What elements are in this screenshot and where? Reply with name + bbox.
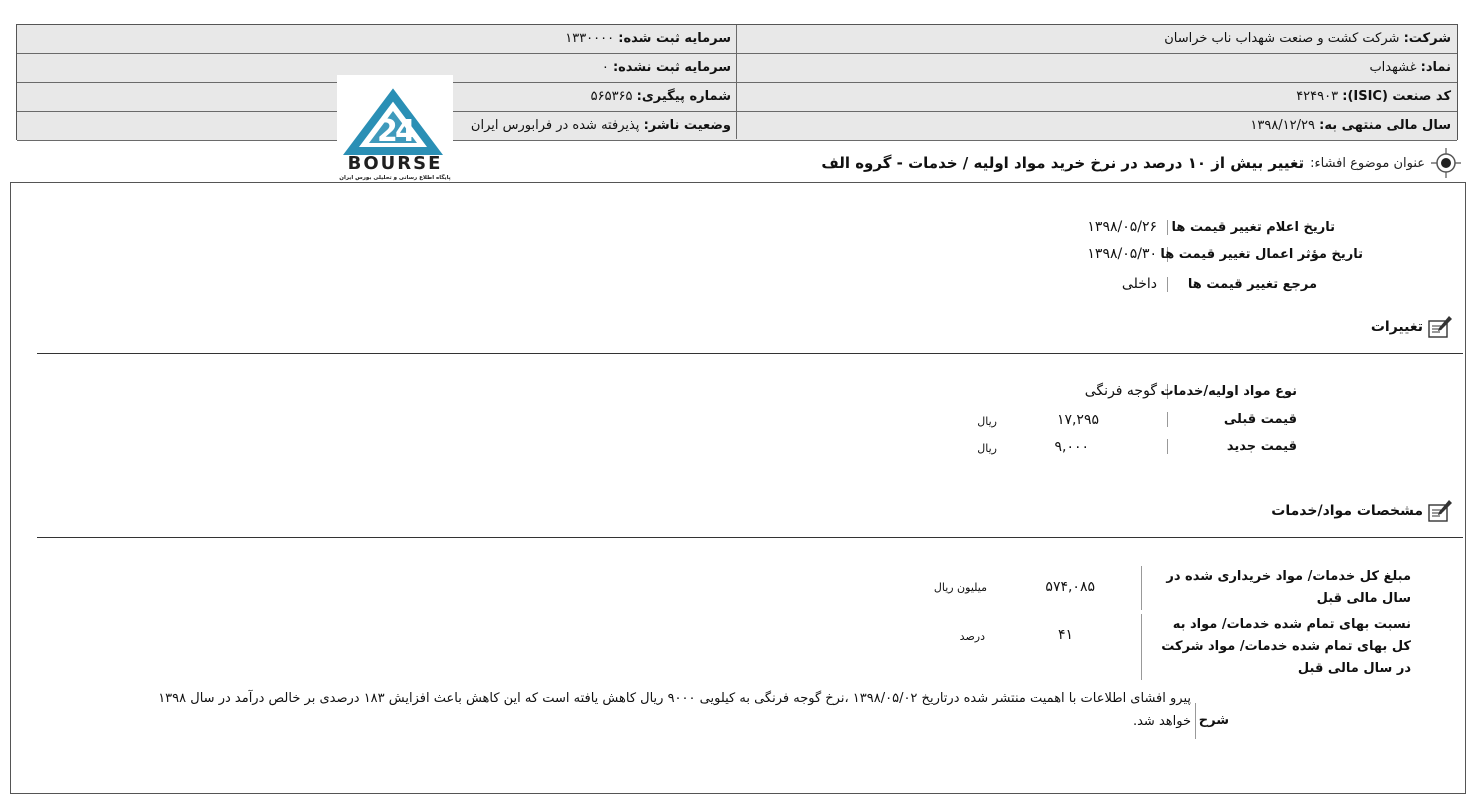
registered-capital-cell bbox=[565, 25, 731, 53]
isic-label: کد صنعت (ISIC): bbox=[1342, 89, 1451, 104]
total-amount-value: ۵۷۴,۰۸۵ bbox=[1045, 579, 1095, 595]
isic-value: ۴۲۴۹۰۳ bbox=[1296, 89, 1339, 104]
tracking-label: شماره پیگیری: bbox=[636, 89, 731, 104]
symbol-value: غشهداب bbox=[1369, 60, 1417, 75]
company-info-row bbox=[17, 112, 1457, 141]
new-price-row bbox=[1167, 439, 1297, 454]
logo-tagline: پایگاه اطلاع رسانی و تحلیلی بورس ایران bbox=[339, 175, 451, 181]
subject-label: عنوان موضوع افشاء: bbox=[1310, 155, 1425, 171]
registered-capital-value: ۱۳۳۰۰۰۰ bbox=[565, 31, 615, 46]
company-label: شرکت: bbox=[1403, 31, 1451, 46]
old-price-label: قیمت قبلی bbox=[1167, 412, 1297, 427]
specs-title: مشخصات مواد/خدمات bbox=[1271, 503, 1423, 519]
effective-date-row bbox=[1087, 246, 1363, 262]
company-info-row bbox=[17, 83, 1457, 112]
isic-cell bbox=[1296, 83, 1451, 111]
disclosure-subject bbox=[821, 148, 1461, 178]
effective-date-value: ۱۳۹۸/۰۵/۳۰ bbox=[1087, 246, 1157, 262]
company-info-row bbox=[17, 54, 1457, 83]
old-price-value: ۱۷,۲۹۵ bbox=[1056, 412, 1099, 428]
specs-section-title bbox=[1271, 499, 1453, 523]
reference-row bbox=[1122, 276, 1317, 292]
ratio-unit: درصد bbox=[959, 630, 985, 643]
bourse24-logo-graphic bbox=[337, 75, 453, 183]
unregistered-capital-value: ۰ bbox=[601, 60, 609, 75]
effective-date-label: تاریخ مؤثر اعمال تغییر قیمت ها bbox=[1160, 246, 1363, 262]
unregistered-capital-label: سرمایه ثبت نشده: bbox=[612, 60, 731, 75]
tracking-cell bbox=[591, 83, 731, 111]
publisher-status-label: وضعیت ناشر: bbox=[643, 118, 731, 133]
registered-capital-label: سرمایه ثبت شده: bbox=[618, 31, 731, 46]
reference-value: داخلی bbox=[1121, 276, 1157, 292]
description-label: شرح bbox=[1195, 703, 1229, 739]
target-bullet-icon bbox=[1431, 148, 1461, 178]
material-type-value: گوجه فرنگی bbox=[1084, 383, 1157, 399]
announce-date-value: ۱۳۹۸/۰۵/۲۶ bbox=[1087, 219, 1157, 235]
old-price-unit: ریال bbox=[977, 415, 997, 428]
edit-note-icon bbox=[1427, 499, 1453, 523]
old-price-row bbox=[1167, 412, 1297, 427]
subject-title: تغییر بیش از ۱۰ درصد در نرخ خرید مواد اولیه / خدمات - گروه الف bbox=[821, 154, 1305, 172]
fiscal-year-label: سال مالی منتهی به: bbox=[1319, 118, 1451, 133]
publisher-status-value: پذیرفته شده در فرابورس ایران bbox=[470, 118, 640, 133]
changes-title: تغییرات bbox=[1370, 319, 1423, 335]
symbol-cell bbox=[1369, 54, 1451, 82]
new-price-label: قیمت جدید bbox=[1167, 439, 1297, 454]
company-info-row bbox=[17, 25, 1457, 54]
section-divider bbox=[37, 353, 1463, 354]
tracking-value: ۵۶۵۳۶۵ bbox=[590, 89, 633, 104]
material-type-label: نوع مواد اولیه/خدمات bbox=[1160, 383, 1297, 399]
unregistered-capital-cell bbox=[602, 54, 731, 82]
symbol-label: نماد: bbox=[1420, 60, 1451, 75]
edit-note-icon bbox=[1427, 315, 1453, 339]
description-label-cell bbox=[1195, 703, 1229, 739]
disclosure-body bbox=[10, 182, 1466, 794]
ratio-label: نسبت بهای تمام شده خدمات/ مواد به کل بهای تمام شده خدمات/ مواد شرکت در سال مالی قبل bbox=[1141, 614, 1411, 680]
company-cell bbox=[1164, 25, 1451, 53]
logo-brand: BOURSE bbox=[347, 153, 443, 174]
section-divider bbox=[37, 537, 1463, 538]
announce-date-label: تاریخ اعلام تغییر قیمت ها bbox=[1167, 220, 1335, 235]
fiscal-year-value: ۱۳۹۸/۱۲/۲۹ bbox=[1250, 118, 1315, 133]
new-price-unit: ریال bbox=[977, 442, 997, 455]
ratio-value: ۴۱ bbox=[1057, 627, 1073, 643]
fiscal-year-cell bbox=[1250, 112, 1451, 140]
svg-text:2: 2 bbox=[377, 114, 398, 149]
changes-section-title bbox=[1371, 315, 1453, 339]
new-price-value: ۹,۰۰۰ bbox=[1054, 439, 1089, 455]
bourse24-logo bbox=[337, 75, 453, 183]
description-text: پیرو افشای اطلاعات با اهمیت منتشر شده درتاریخ ۱۳۹۸/۰۵/۰۲ ،نرخ گوجه فرنگی به کیلویی ۹۰۰۰ ریال کاهش یافته است که این کاهش باعث افزایش ۱۸۳ درصدی بر خالص درآمد در سال ۱۳۹۸ خواهد شد. bbox=[158, 691, 1191, 729]
publisher-status-cell bbox=[471, 112, 731, 140]
svg-text:4: 4 bbox=[395, 114, 416, 149]
total-amount-label: مبلغ کل خدمات/ مواد خریداری شده در سال مالی قبل bbox=[1141, 566, 1411, 610]
total-amount-unit: میلیون ریال bbox=[933, 581, 987, 594]
company-info-table bbox=[16, 24, 1458, 140]
column-divider bbox=[736, 25, 737, 139]
reference-label: مرجع تغییر قیمت ها bbox=[1167, 277, 1317, 292]
material-type-row bbox=[1085, 383, 1297, 399]
company-value: شرکت کشت و صنعت شهداب ناب خراسان bbox=[1164, 31, 1400, 46]
announce-date-row bbox=[1087, 219, 1335, 235]
